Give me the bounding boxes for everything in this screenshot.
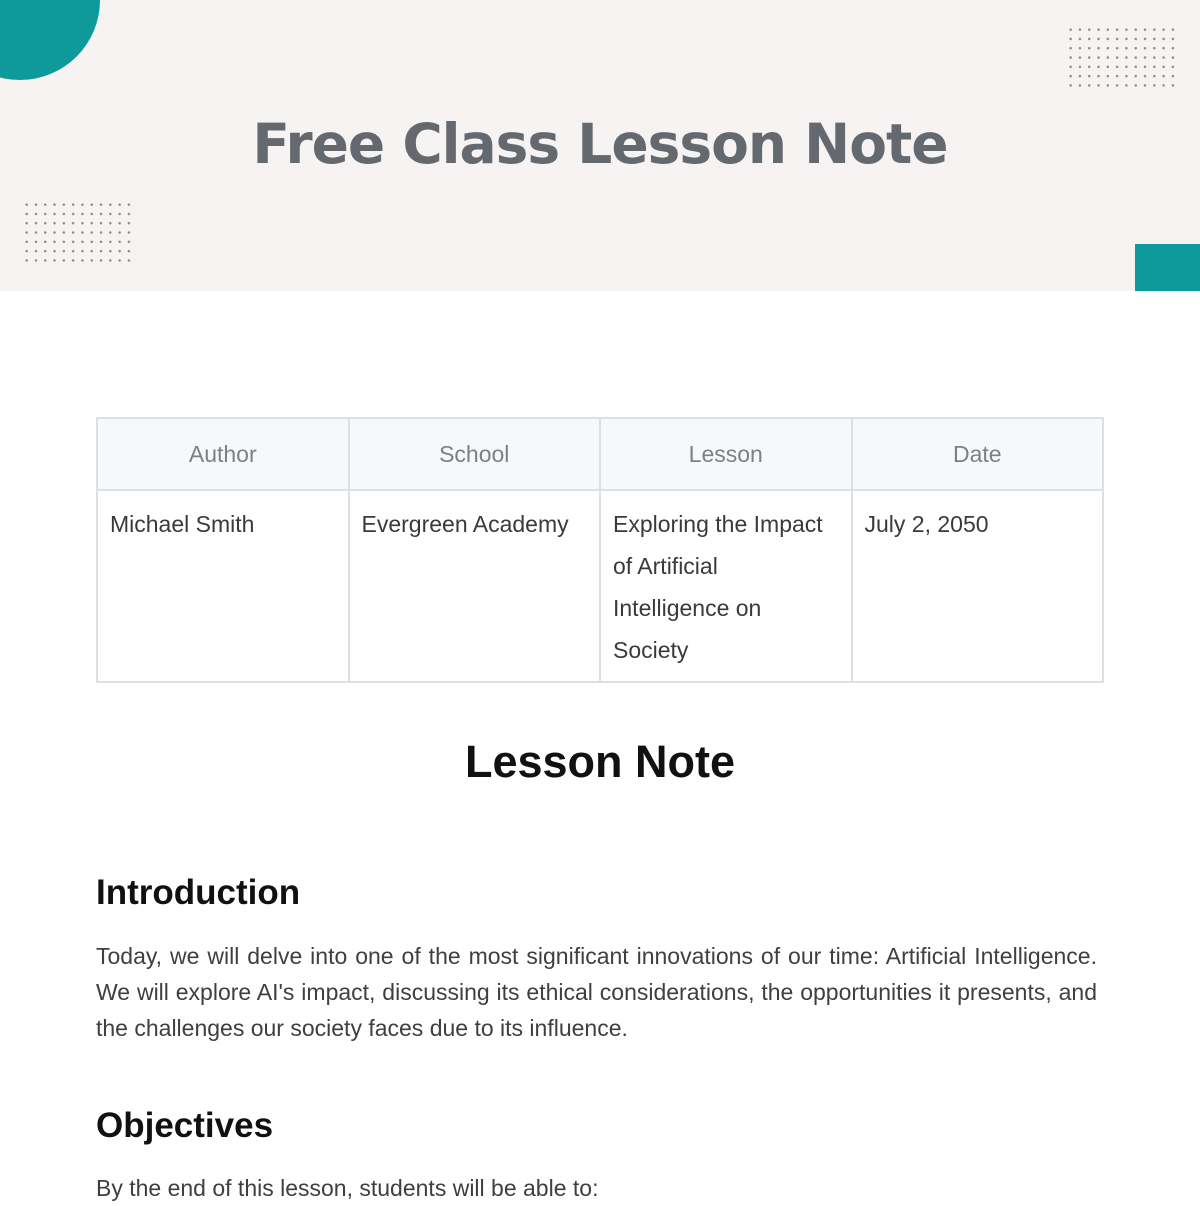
header-school: School [349,418,601,490]
header-band [0,0,1200,291]
cell-lesson: Exploring the Impact of Artificial Intelligence on Society [600,490,852,682]
decorative-circle [0,0,100,80]
cell-author: Michael Smith [97,490,349,682]
decorative-dot-grid-left [22,200,134,265]
table-row [97,490,1103,682]
objectives-text: By the end of this lesson, students will be able to: [96,1175,599,1201]
page-title: Free Class Lesson Note [252,112,948,176]
decorative-block [1135,244,1200,291]
introduction-heading: Introduction [96,873,301,912]
header-author: Author [97,418,349,490]
objectives-heading: Objectives [96,1106,274,1145]
cell-date: July 2, 2050 [852,490,1104,682]
decorative-dot-grid-top [1066,25,1178,90]
table-header-row [97,418,1103,490]
header-lesson: Lesson [600,418,852,490]
lesson-info-table [96,417,1104,683]
header-date: Date [852,418,1104,490]
cell-school: Evergreen Academy [349,490,601,682]
introduction-text: Today, we will delve into one of the most significant innovations of our time: Artificial Intelligence. We will explore AI's impact, discussing its ethical considerations, the opportunities it presents, and the challenges our society faces due to its influence. [96,943,1097,1041]
lesson-note-title: Lesson Note [464,736,736,787]
